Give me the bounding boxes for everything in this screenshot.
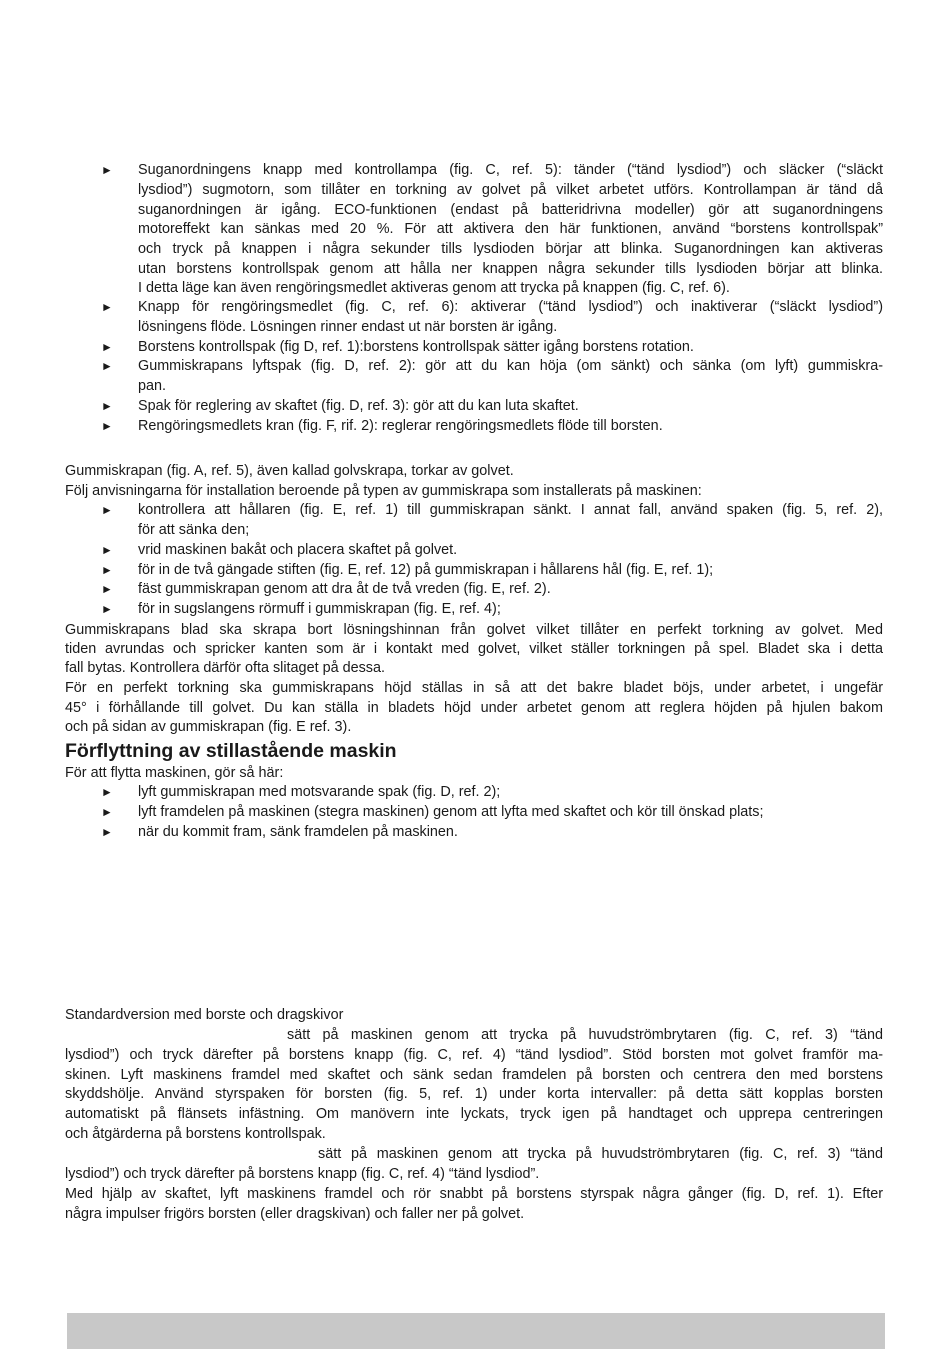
list-item-line: för att sänka den; [138,522,250,538]
bullet-arrow-icon: ► [101,582,113,596]
list-item-line: fäst gummiskrapan genom att dra åt de två vreden (fig. E, ref. 2). [138,581,551,597]
paragraph-line: tiden avrundas och spricker kanten som är i kontakt med golvet, vilket ställer torkningen på spel. Bladet ska i detta [65,641,883,657]
paragraph-line: sätt på maskinen genom att trycka på huvudströmbrytaren (fig. C, ref. 3) “tänd [287,1027,883,1043]
bullet-arrow-icon: ► [101,503,113,517]
list-item-line: Spak för reglering av skaftet (fig. D, ref. 3): gör att du kan luta skaftet. [138,398,579,414]
paragraph-line: För en perfekt torkning ska gummiskrapans höjd ställas in så att det bakre bladet böjs, under arbetet, i ungefär [65,680,883,696]
bullet-arrow-icon: ► [101,805,113,819]
list-item-line: pan. [138,378,167,394]
footer-bar [67,1313,885,1349]
list-item-line: utan borstens kontrollspak genom att hålla ner knappen några sekunder tills lysdioden börjar att blinka. [138,261,883,277]
list-item-line: för in sugslangens rörmuff i gummiskrapan (fig. E, ref. 4); [138,601,501,617]
list-item-line: när du kommit fram, sänk framdelen på maskinen. [138,824,458,840]
list-item-line: Rengöringsmedlets kran (fig. F, rif. 2): reglerar rengöringsmedlets flöde till borsten. [138,418,663,434]
paragraph-line: Följ anvisningarna för installation beroende på typen av gummiskrapa som installerats på maskinen: [65,483,702,499]
paragraph-line: sätt på maskinen genom att trycka på huvudströmbrytaren (fig. C, ref. 3) “tänd [318,1146,883,1162]
list-item-line: och tryck på knappen i några sekunder tills lysdioden börjar att blinka. Suganordningen kan aktiveras [138,241,883,257]
list-item-line: suganordningen är igång. ECO-funktionen (endast på batteridrivna modeller) gör att suganordningens [138,202,883,218]
list-item-line: lyft gummiskrapan med motsvarande spak (fig. D, ref. 2); [138,784,501,800]
paragraph-line: fall bytas. Kontrollera därför ofta slitaget på dessa. [65,660,385,676]
paragraph-line: Gummiskrapans blad ska skrapa bort lösningshinnan från golvet vilket tillåter en perfekt torkning av golvet. Med [65,622,883,638]
list-item-line: för in de två gängade stiften (fig. E, ref. 12) på gummiskrapan i hållarens hål (fig. E, ref. 1); [138,562,714,578]
paragraph-line: och på sidan av gummiskrapan (fig. E ref. 3). [65,719,352,735]
list-item-line: motoreffekt kan sänkas med 20 %. För att aktivera den här funktionen, använd “borstens kontrollspak” [138,221,883,237]
bullet-arrow-icon: ► [101,399,113,413]
paragraph-line: 45° i förhållande till golvet. Du kan ställa in bladets höjd under arbetet genom att reglera höjden på hjulen bakom [65,700,883,716]
paragraph-line: och åtgärderna på borstens kontrollspak. [65,1126,326,1142]
bullet-arrow-icon: ► [101,785,113,799]
paragraph-line: några impulser frigörs borsten (eller dragskivan) och faller ner på golvet. [65,1206,525,1222]
list-item-line: kontrollera att hållaren (fig. E, ref. 1) till gummiskrapan sänkt. I annat fall, använd spaken (fig. 5, ref. 2), [138,502,883,518]
paragraph-line: lysdiod”) och tryck därefter på borstens knapp (fig. C, ref. 4) “tänd lysdiod”. [65,1166,540,1182]
section-heading: Förflyttning av stillastående maskin [65,740,397,762]
bullet-arrow-icon: ► [101,602,113,616]
list-item-line: lyft framdelen på maskinen (stegra maskinen) genom att lyfta med skaftet och kör till önskad plats; [138,804,764,820]
list-item-line: Suganordningens knapp med kontrollampa (fig. C, ref. 5): tänder (“tänd lysdiod”) och släcker (“släckt [138,162,883,178]
paragraph-line: skyddshölje. Använd styrspaken för borsten (fig. 5, ref. 1) under korta intervaller: på detta sätt kopplas borsten [65,1086,883,1102]
bullet-arrow-icon: ► [101,359,113,373]
paragraph-line: skinen. Lyft maskinens framdel med skaftet och sänk sedan framdelen på borsten och centrera den med borstens [65,1067,883,1083]
bullet-arrow-icon: ► [101,300,113,314]
list-item-line: vrid maskinen bakåt och placera skaftet på golvet. [138,542,458,558]
bullet-arrow-icon: ► [101,825,113,839]
bullet-arrow-icon: ► [101,543,113,557]
list-item-line: lösningens flöde. Lösningen rinner endast ut när borsten är igång. [138,319,558,335]
paragraph-line: För att flytta maskinen, gör så här: [65,765,284,781]
paragraph-line: Gummiskrapan (fig. A, ref. 5), även kallad golvskrapa, torkar av golvet. [65,463,514,479]
list-item-line: lysdiod”) sugmotorn, som tillåter en torkning av golvet på vilket arbetet utförs. Kontrollampan är tänd då [138,182,883,198]
list-item-line: Borstens kontrollspak (fig D, ref. 1):borstens kontrollspak sätter igång borstens rotation. [138,339,694,355]
bullet-arrow-icon: ► [101,340,113,354]
list-item-line: I detta läge kan även rengöringsmedlet aktiveras genom att trycka på knappen (fig. C, ref. 6). [138,280,730,296]
paragraph-line: Med hjälp av skaftet, lyft maskinens framdel och rör snabbt på borstens styrspak några gånger (fig. D, ref. 1). Efter [65,1186,883,1202]
paragraph-line: lysdiod”) och tryck därefter på borstens knapp (fig. C, ref. 4) “tänd lysdiod”. Stöd borsten mot golvet framför ma- [65,1047,883,1063]
bullet-arrow-icon: ► [101,419,113,433]
paragraph-line: automatiskt på flänsets infästning. Om manövern inte lyckats, tryck igen på handtaget och upprepa centreringen [65,1106,883,1122]
bullet-arrow-icon: ► [101,163,113,177]
bullet-arrow-icon: ► [101,563,113,577]
list-item-line: Knapp för rengöringsmedlet (fig. C, ref. 6): aktiverar (“tänd lysdiod”) och inaktiverar (“släckt lysdiod”) [138,299,883,315]
subsection-title: Standardversion med borste och dragskivor [65,1007,344,1023]
list-item-line: Gummiskrapans lyftspak (fig. D, ref. 2): gör att du kan höja (om sänkt) och sänka (om lyft) gummiskra- [138,358,883,374]
